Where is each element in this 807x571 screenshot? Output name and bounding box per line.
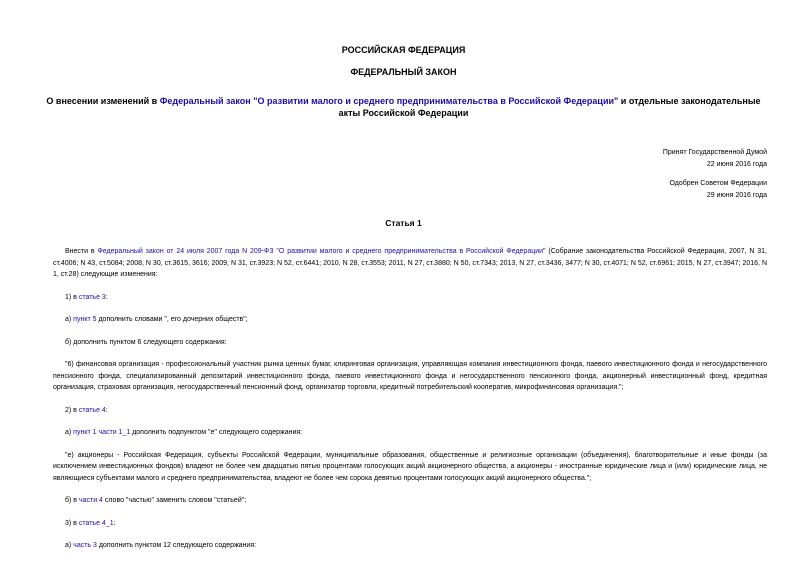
item-2b [53,495,767,507]
item-3a-suffix: дополнить пунктом 12 следующего содержания: [96,542,257,549]
item-2b-prefix: б) в [65,497,79,504]
article-body [53,246,767,552]
item-2a [53,427,767,439]
council-approval [669,178,767,201]
item-2b-suffix: слово "частью" заменить словом "статьей"; [102,497,247,504]
item-3a-prefix: а) [65,542,74,549]
point-5-link[interactable]: пункт 5 [73,316,97,323]
item-3-suffix: : [113,519,116,527]
item-1a-suffix: дополнить словами ", его дочерних обществ"; [96,316,248,323]
item-2a-prefix: а) [65,429,74,436]
council-label: Одобрен Советом Федерации [669,180,767,187]
item-1-suffix: : [105,293,108,301]
article-4-1-link[interactable]: статье 4_1 [78,519,114,527]
item-2a-suffix: дополнить подпунктом "е" следующего содержания: [130,429,303,436]
duma-label: Принят Государственной Думой [662,149,767,156]
item-1b: б) дополнить пунктом 6 следующего содержания: [65,338,227,346]
item-3-prefix: 3) в [65,519,79,527]
item-3 [53,518,767,530]
item-1a [53,314,767,326]
item-2a-quote: "е) акционеры - Российская Федерация, субъекты Российской Федерации, муниципальные образования, общественные и религиозные организации (объединения), благотворительные и иные фонды (за исключением инвестиционных фондов) владеют не более чем двадцатью пятью процентами голосующих акций акционерного общества, а акционеры - иностранные юридические лица и (или) юридические лица, не являющиеся субъектами малого и среднего предпринимательства, владеют не более чем сорока девятью процентами голосующих акций акционерного общества."; [53,451,767,482]
item-1a-prefix: а) [65,316,74,323]
item-1 [53,292,767,304]
council-date: 29 июня 2016 года [706,191,767,199]
item-2 [53,405,767,417]
law-title-prefix: О внесении изменений в [46,96,160,106]
item-3a [53,540,767,552]
item-1-prefix: 1) в [65,293,79,301]
article-heading: Статья 1 [385,218,422,228]
intro-paragraph [53,246,767,281]
intro-prefix: Внести в [65,248,98,255]
country-heading: РОССИЙСКАЯ ФЕДЕРАЦИЯ [341,45,466,55]
intro-law-link[interactable]: Федеральный закон от 24 июля 2007 года N 209-ФЗ "О развитии малого и среднего предпринимательства в Российской Федерации" [97,248,546,255]
law-title [40,95,767,119]
duma-adoption [663,147,767,170]
article-3-link[interactable]: статье 3 [78,293,106,301]
item-2-prefix: 2) в [65,406,79,414]
law-title-suffix: и отдельные законодательные акты Российской Федерации [338,96,761,118]
part-3-link[interactable]: часть 3 [73,542,97,549]
part-1-1-link[interactable]: пункт 1 части 1_1 [73,429,131,436]
intro-suffix: (Собрание законодательства Российской Федерации, 2007, N 31, ст.4006; N 43, ст.5084; 2008, N 30, ст.3615, 3616; 2009, N 31, ст.3923; N 52, ст.6441; 2010, N 28, ст.3553; 2011, N 27, ст.3880; N 50, ст.7343; 2013, N 27, ст.3436, 3477; N 30, ст.4071; N 52, ст.6961; 2015, N 27, ст.3947; 2016, N 1, ст.28) следующие изменения: [53,248,767,278]
duma-date: 22 июня 2016 года [706,160,767,168]
law-type-heading: ФЕДЕРАЛЬНЫЙ ЗАКОН [350,67,457,77]
item-2-suffix: : [105,406,108,414]
item-1b-quote: "6) финансовая организация - профессиональный участник рынка ценных бумаг, клиринговая организация, управляющая компания инвестиционного фонда, паевого инвестиционного фонда и негосударственного пенсионного фонда, специализированный депозитарий инвестиционного фонда, паевого инвестиционного фонда и негосударственного пенсионного фонда, акционерный инвестиционный фонд, кредитная организация, страховая организация, негосударственный пенсионный фонд, организатор торговли, кредитный потребительский кооператив, микрофинансовая организация."; [53,361,767,391]
article-4-link[interactable]: статье 4 [78,406,106,414]
law-title-link[interactable]: Федеральный закон "О развитии малого и среднего предпринимательства в Российской Федерации" [159,96,619,106]
part-4-link[interactable]: части 4 [78,497,103,504]
